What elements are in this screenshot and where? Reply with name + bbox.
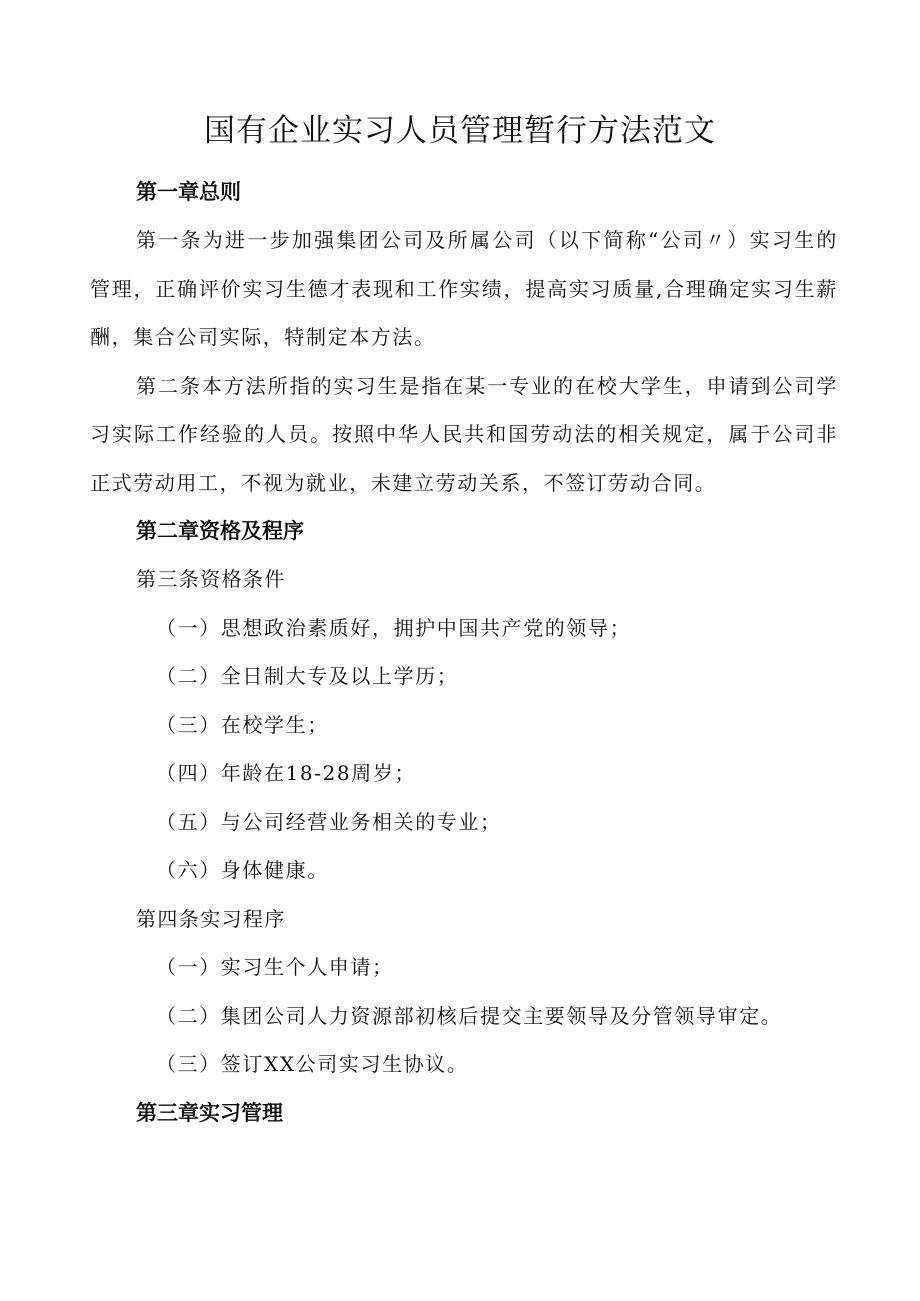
document-body (90, 168, 838, 1137)
article-4-item: （二）集团公司人力资源部初核后提交主要领导及分管领导审定。 (156, 1003, 783, 1028)
article-3-item: （二）全日制大专及以上学历； (156, 664, 459, 688)
article-2-paragraph: 第二条本方法所指的实习生是指在某一专业的在校大学生，申请到公司学习实际工作经验的人员。按照中华人民共和国劳动法的相关规定，属于公司非正式劳动用工，不视为就业，未建立劳动关系，不签订劳动合同。 (90, 373, 838, 495)
article-3-heading: 第三条资格条件 (136, 567, 286, 591)
article-4-heading: 第四条实习程序 (136, 906, 286, 931)
chapter-1-heading: 第一章总则 (136, 180, 241, 204)
article-3-item: （三）在校学生； (156, 712, 329, 737)
chapter-2-heading: 第二章资格及程序 (136, 519, 304, 543)
article-3-item: （四）年龄在18-28周岁； (156, 761, 417, 785)
article-3-item: （一）思想政治素质好，拥护中国共产党的领导； (156, 615, 632, 640)
document-title: 国有企业实习人员管理暂行方法范文 (204, 113, 716, 149)
article-1-paragraph: 第一条为进一步加强集团公司及所属公司（以下简称“公司〃）实习生的管理，正确评价实习生德才表现和工作实绩，提高实习质量,合理确定实习生薪酬，集合公司实际，特制定本方法。 (90, 228, 838, 349)
article-3-item: （六）身体健康。 (156, 858, 329, 882)
chapter-3-heading: 第三章实习管理 (136, 1100, 283, 1125)
article-4-item: （三）签订XX公司实习生协议。 (156, 1052, 469, 1076)
article-4-item: （一）实习生个人申请； (156, 955, 394, 979)
article-3-item: （五）与公司经营业务相关的专业； (156, 809, 502, 834)
